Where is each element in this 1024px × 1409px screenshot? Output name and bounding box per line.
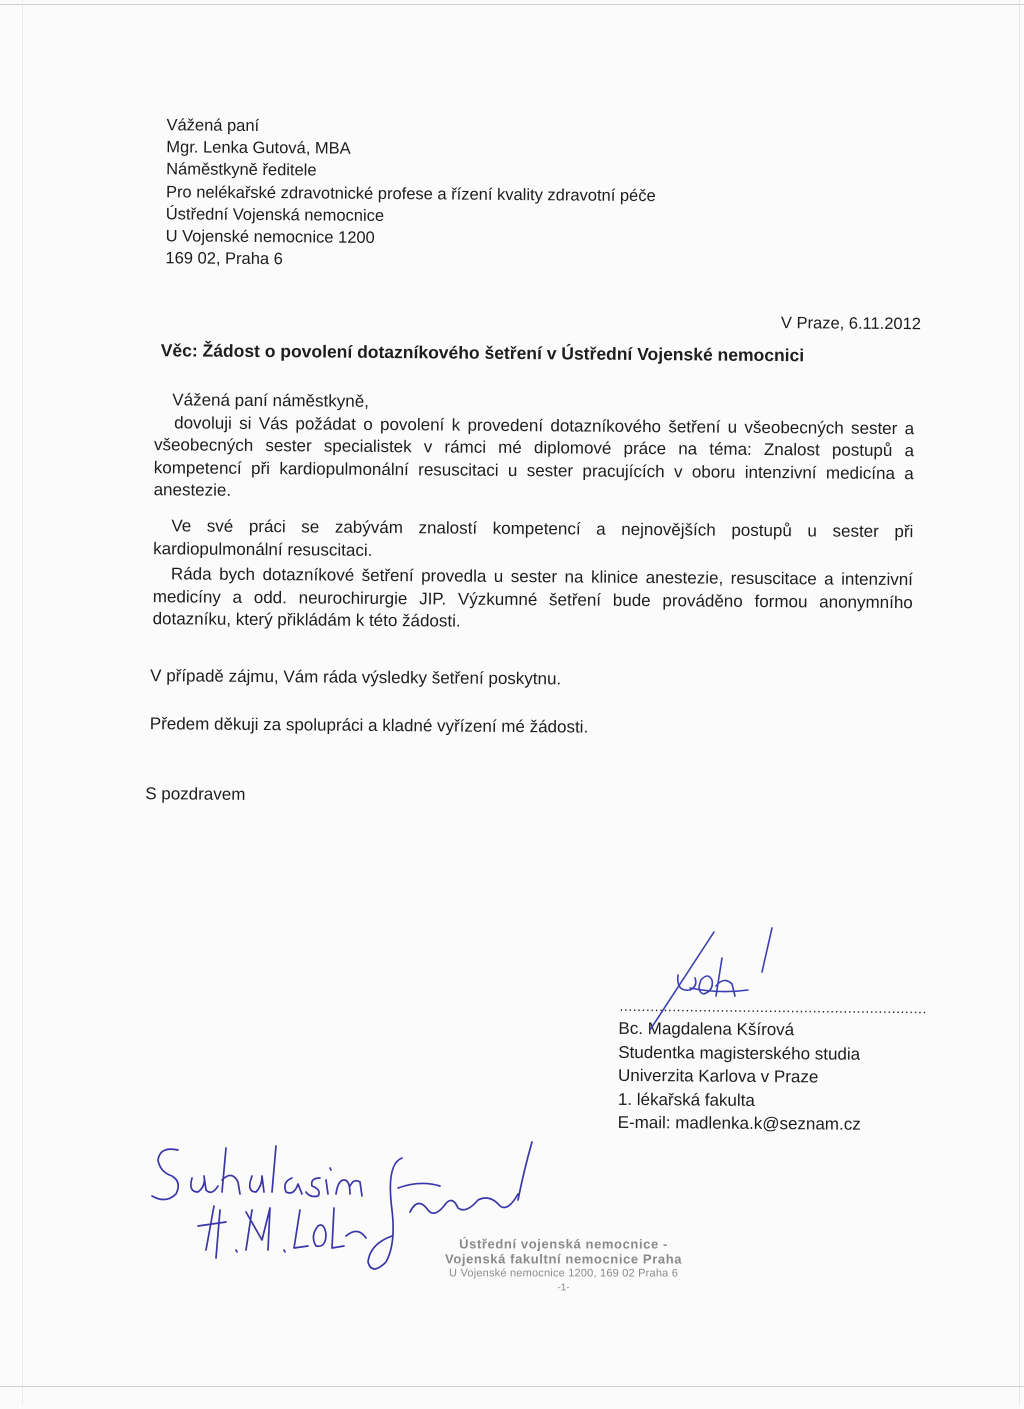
recipient-position: Náměstkyně ředitele	[166, 160, 317, 180]
sender-university: Univerzita Karlova v Praze	[617, 1065, 819, 1087]
closing-greeting: S pozdravem	[145, 784, 246, 804]
stamp-line-3: U Vojenské nemocnice 1200, 169 02 Praha 6	[449, 1267, 679, 1280]
recipient-address	[165, 114, 656, 273]
body-paragraph-3: Ráda bych dotazníkové šetření provedla u sester na klinice anestezie, resuscitace a intenzivní medicíny a odd. neurochirurgie JIP. Výzkumné šetření bude prováděno formou anonymního dotazníku, který přikládám k této žádosti.	[152, 564, 914, 631]
body-block-3	[153, 563, 914, 636]
sender-name: Bc. Magdalena Kšírová	[618, 1018, 795, 1040]
body-paragraph-5: Předem děkuji za spolupráci a kladné vyřízení mé žádosti.	[149, 714, 589, 737]
body-greeting: Vážená paní náměstkyně,	[172, 390, 369, 411]
letter-date: V Praze, 6.11.2012	[780, 314, 922, 334]
recipient-name: Mgr. Lenka Gutová, MBA	[166, 138, 351, 158]
stamp-line-2: Vojenská fakultní nemocnice Praha	[445, 1250, 683, 1267]
sender-email: E-mail: madlenka.k@seznam.cz	[617, 1112, 861, 1134]
stamp-line-1: Ústřední vojenská nemocnice -	[459, 1236, 669, 1252]
signature-line: ......................................................................	[619, 997, 927, 1017]
body-paragraph-4: V případě zájmu, Vám ráda výsledky šetření poskytnu.	[150, 666, 562, 689]
body-paragraph-2: Ve své práci se zabývám znalostí kompetencí a nejnovějších postupů u sester při kardiopulmonální resuscitaci.	[153, 516, 914, 560]
recipient-street: U Vojenské nemocnice 1200	[165, 227, 375, 247]
recipient-department: Pro nelékařské zdravotnické profese a řízení kvality zdravotní péče	[165, 182, 656, 205]
recipient-institution: Ústřední Vojenská nemocnice	[165, 205, 385, 225]
recipient-salutation: Vážená paní	[166, 116, 260, 135]
stamp-line-4: -1-	[557, 1281, 570, 1293]
sender-role: Studentka magisterského studia	[618, 1042, 861, 1064]
sender-faculty: 1. lékařská fakulta	[617, 1089, 755, 1110]
body-block-1	[154, 389, 915, 507]
body-paragraph-1: dovoluji si Vás požádat o povolení k provedení dotazníkového šetření u všeobecných sester a všeobecných sester specialistek v rámci mé diplomové práce na téma: Znalost postupů a kompetencí při kardiopulmonální resuscitaci u sester pracujících v oboru intenzivní medicína a anestezie.	[153, 412, 915, 500]
institution-stamp	[426, 1237, 702, 1295]
sender-block	[618, 1017, 862, 1136]
body-block-2	[153, 515, 913, 566]
recipient-city: 169 02, Praha 6	[165, 249, 283, 269]
letter-subject: Věc: Žádost o povolení dotazníkového šetření v Ústřední Vojenské nemocnici	[160, 340, 805, 366]
